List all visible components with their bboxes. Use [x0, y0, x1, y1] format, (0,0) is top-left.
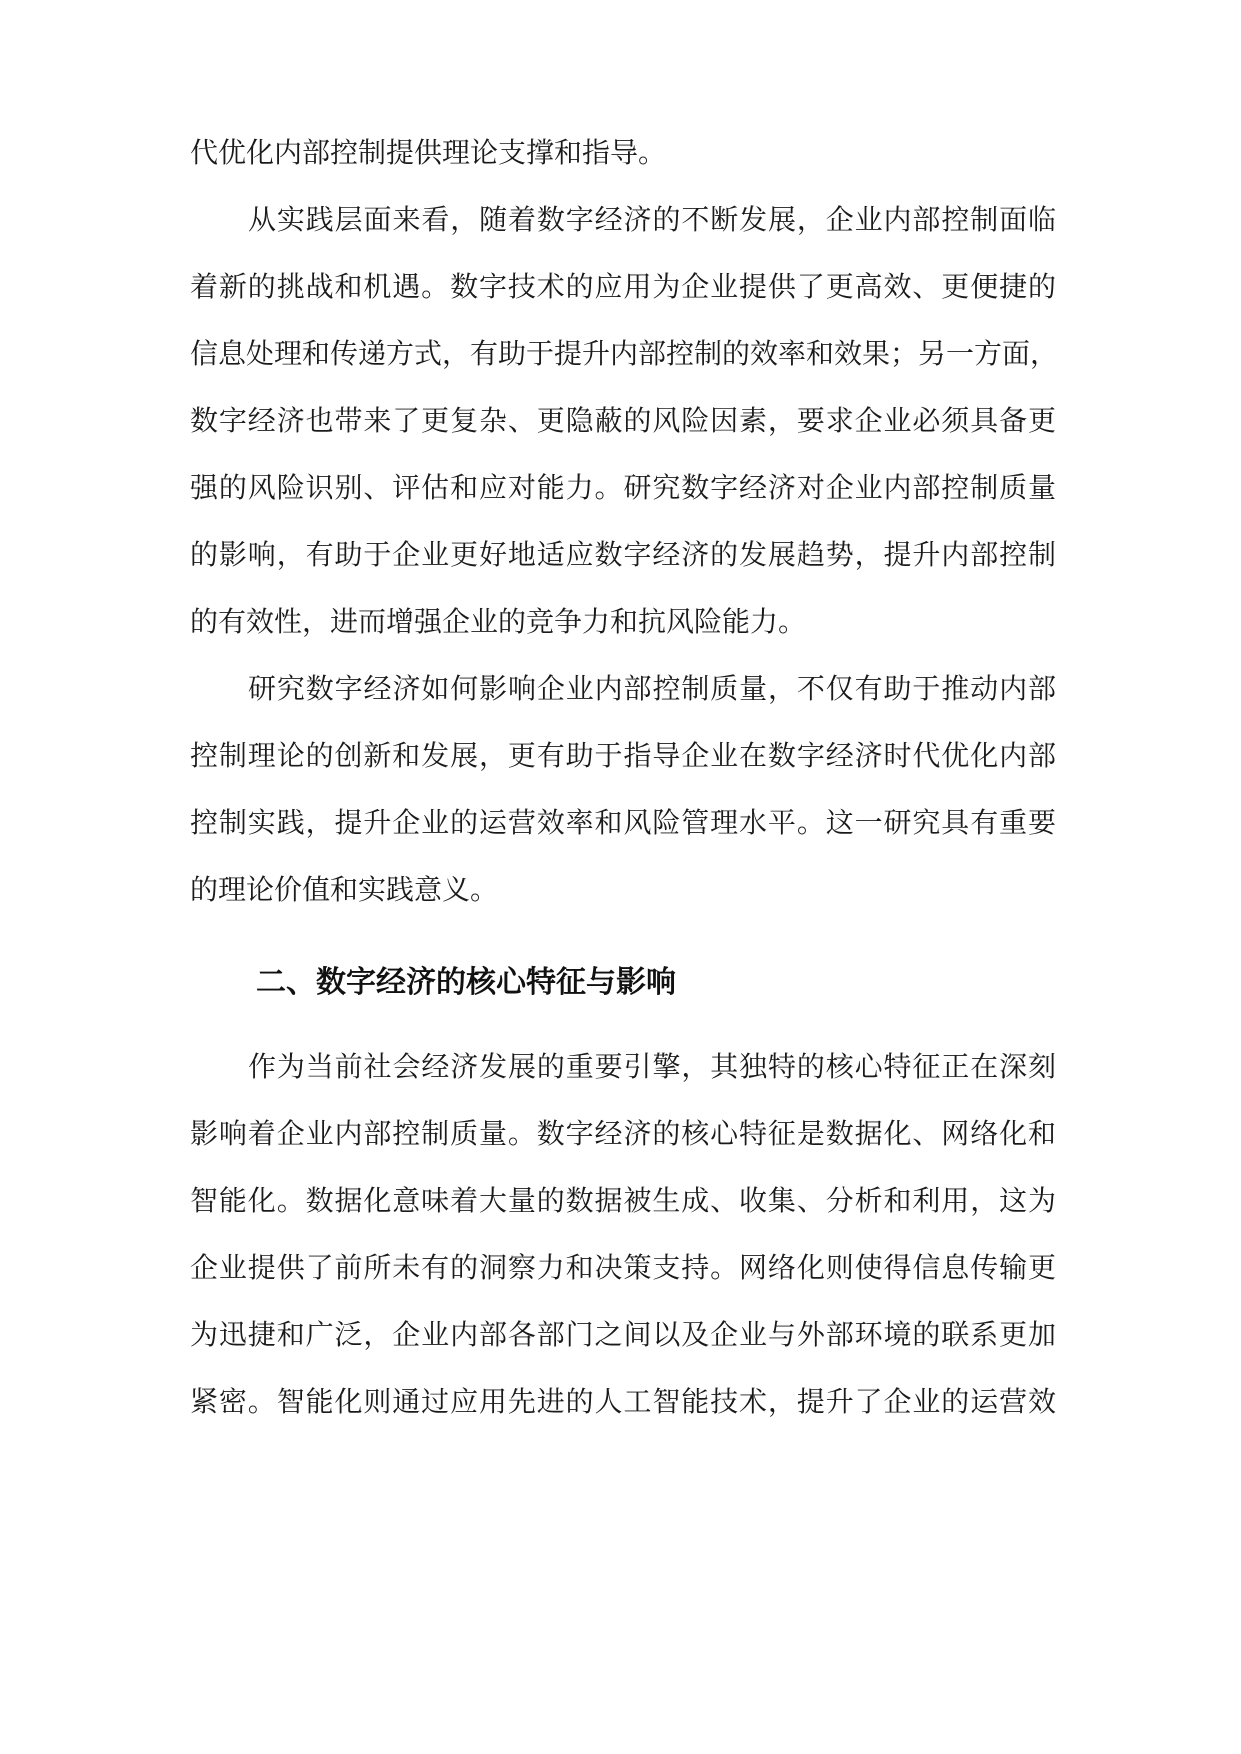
- paragraph-2-line-6: 的影响，有助于企业更好地适应数字经济的发展趋势，提升内部控制: [190, 538, 1056, 571]
- paragraph-3-line-2: 控制理论的创新和发展，更有助于指导企业在数字经济时代优化内部: [190, 739, 1056, 772]
- paragraph-3-line-4: 的理论价值和实践意义。: [190, 873, 499, 906]
- paragraph-4-line-4: 企业提供了前所未有的洞察力和决策支持。网络化则使得信息传输更: [190, 1251, 1056, 1284]
- paragraph-2-line-5: 强的风险识别、评估和应对能力。研究数字经济对企业内部控制质量: [190, 471, 1056, 504]
- paragraph-1-line-1: 代优化内部控制提供理论支撑和指导。: [190, 136, 667, 169]
- paragraph-2-line-7: 的有效性，进而增强企业的竞争力和抗风险能力。: [190, 605, 807, 638]
- paragraph-3-line-3: 控制实践，提升企业的运营效率和风险管理水平。这一研究具有重要: [190, 806, 1056, 839]
- paragraph-2-line-2: 着新的挑战和机遇。数字技术的应用为企业提供了更高效、更便捷的: [190, 270, 1056, 303]
- section-heading: 二、数字经济的核心特征与影响: [256, 965, 676, 1000]
- paragraph-4-line-1: 作为当前社会经济发展的重要引擎，其独特的核心特征正在深刻: [248, 1050, 1056, 1083]
- paragraph-2-line-4: 数字经济也带来了更复杂、更隐蔽的风险因素，要求企业必须具备更: [190, 404, 1056, 437]
- paragraph-4-line-6: 紧密。智能化则通过应用先进的人工智能技术，提升了企业的运营效: [190, 1385, 1056, 1418]
- paragraph-4-line-5: 为迅捷和广泛，企业内部各部门之间以及企业与外部环境的联系更加: [190, 1318, 1056, 1351]
- paragraph-4-line-2: 影响着企业内部控制质量。数字经济的核心特征是数据化、网络化和: [190, 1117, 1056, 1150]
- paragraph-2-line-1: 从实践层面来看，随着数字经济的不断发展，企业内部控制面临: [248, 203, 1056, 236]
- paragraph-3-line-1: 研究数字经济如何影响企业内部控制质量，不仅有助于推动内部: [248, 672, 1056, 705]
- paragraph-2-line-3: 信息处理和传递方式，有助于提升内部控制的效率和效果；另一方面，: [190, 337, 1059, 370]
- paragraph-4-line-3: 智能化。数据化意味着大量的数据被生成、收集、分析和利用，这为: [190, 1184, 1056, 1217]
